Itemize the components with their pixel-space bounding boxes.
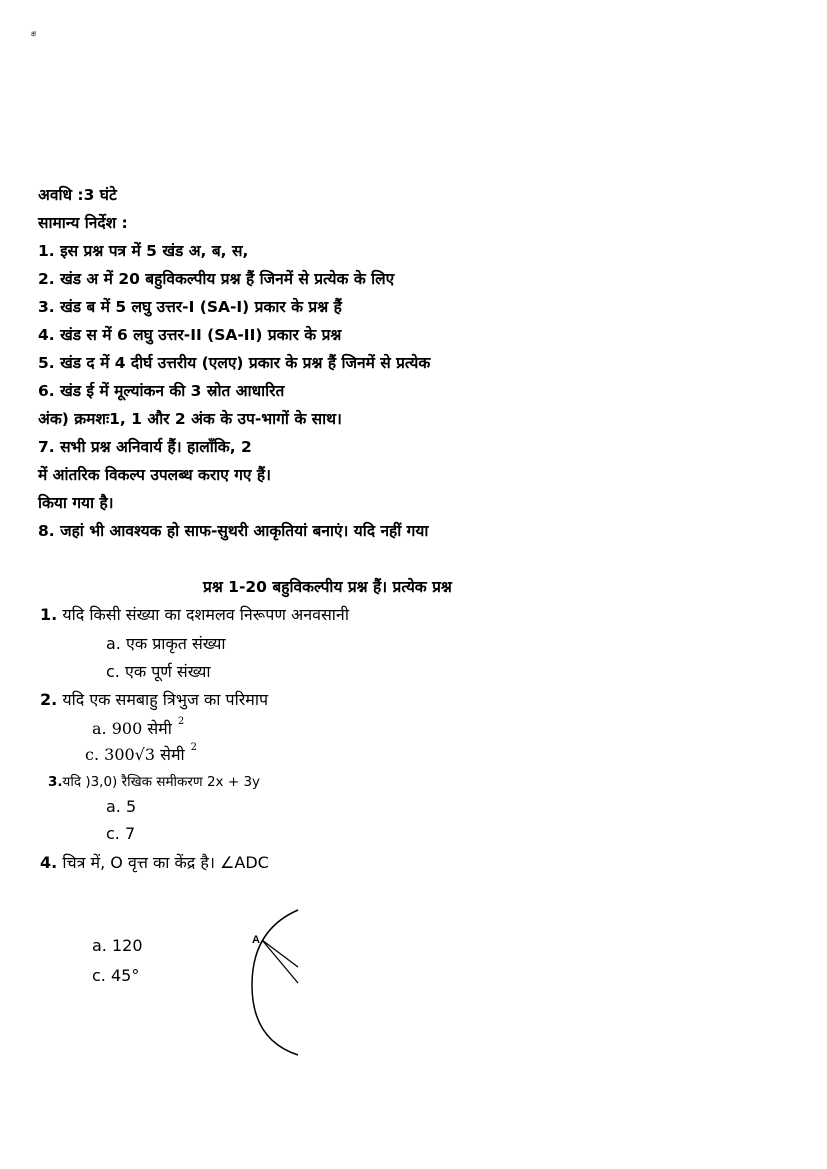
- question-number: 1.: [40, 605, 58, 624]
- instruction-line: 1. इस प्रश्न पत्र में 5 खंड अ, ब, स,: [38, 242, 249, 260]
- superscript: 2: [190, 741, 198, 753]
- question-text: चित्र में, O वृत्त का केंद्र है। ∠ADC: [62, 853, 269, 872]
- instruction-line: में आंतरिक विकल्प उपलब्ध कराए गए हैं।: [38, 466, 272, 484]
- question-text: यदि किसी संख्या का दशमलव निरूपण अनवसानी: [62, 605, 349, 624]
- option-text: c. 300√3 सेमी: [85, 745, 185, 764]
- point-label-a: A: [252, 934, 260, 946]
- question-number: 4.: [40, 853, 58, 872]
- question-number: 3.: [48, 774, 63, 790]
- question-number: 2.: [40, 690, 58, 709]
- instruction-line: 5. खंड द में 4 दीर्घ उत्तरीय (एलए) प्रकार के प्रश्न हैं जिनमें से प्रत्येक: [38, 354, 431, 372]
- superscript: 2: [177, 715, 185, 727]
- page-mark: क्ष: [31, 30, 37, 38]
- chord-line: [262, 940, 298, 983]
- instruction-line: 6. खंड ई में मूल्यांकन की 3 स्रोत आधारित: [38, 382, 285, 400]
- question-4-option-c: c. 45°: [92, 966, 140, 985]
- question-4: [40, 851, 269, 873]
- section-heading: प्रश्न 1-20 बहुविकल्पीय प्रश्न हैं। प्रत्येक प्रश्न: [203, 578, 452, 596]
- instruction-line: 4. खंड स में 6 लघु उत्तर-II (SA-II) प्रकार के प्रश्न: [38, 326, 342, 344]
- question-3: [48, 772, 260, 790]
- question-text: यदि एक समबाहु त्रिभुज का परिमाप: [62, 690, 269, 709]
- instruction-line: किया गया है।: [38, 494, 114, 512]
- question-3-option-c: c. 7: [106, 824, 136, 843]
- question-1: [40, 603, 349, 625]
- instruction-line: 2. खंड अ में 20 बहुविकल्पीय प्रश्न हैं जिनमें से प्रत्येक के लिए: [38, 270, 395, 288]
- question-1-option-c: c. एक पूर्ण संख्या: [106, 662, 211, 681]
- question-2-option-c: [85, 743, 197, 765]
- instruction-line: 3. खंड ब में 5 लघु उत्तर-I (SA-I) प्रकार के प्रश्न हैं: [38, 298, 342, 316]
- question-4-option-a: a. 120: [92, 936, 143, 955]
- instruction-line: 7. सभी प्रश्न अनिवार्य हैं। हालाँकि, 2: [38, 438, 252, 456]
- exam-duration: अवधि :3 घंटे: [38, 186, 117, 204]
- question-1-option-a: a. एक प्राकृत संख्या: [106, 634, 226, 653]
- instruction-line: अंक) क्रमशः1, 1 और 2 अंक के उप-भागों के साथ।: [38, 410, 342, 428]
- question-text: यदि )3,0) रैखिक समीकरण 2x + 3y: [62, 774, 261, 790]
- option-text: a. 900 सेमी: [92, 719, 172, 738]
- circle-figure: [240, 905, 310, 1065]
- chord-line: [262, 940, 298, 967]
- question-2-option-a: [92, 717, 184, 739]
- question-3-option-a: a. 5: [106, 797, 137, 816]
- instruction-line: 8. जहां भी आवश्यक हो साफ-सुथरी आकृतियां बनाएं। यदि नहीं गया: [38, 522, 429, 540]
- general-instructions-title: सामान्य निर्देश :: [38, 214, 128, 232]
- circle-arc: [252, 910, 298, 1055]
- question-2: [40, 688, 268, 710]
